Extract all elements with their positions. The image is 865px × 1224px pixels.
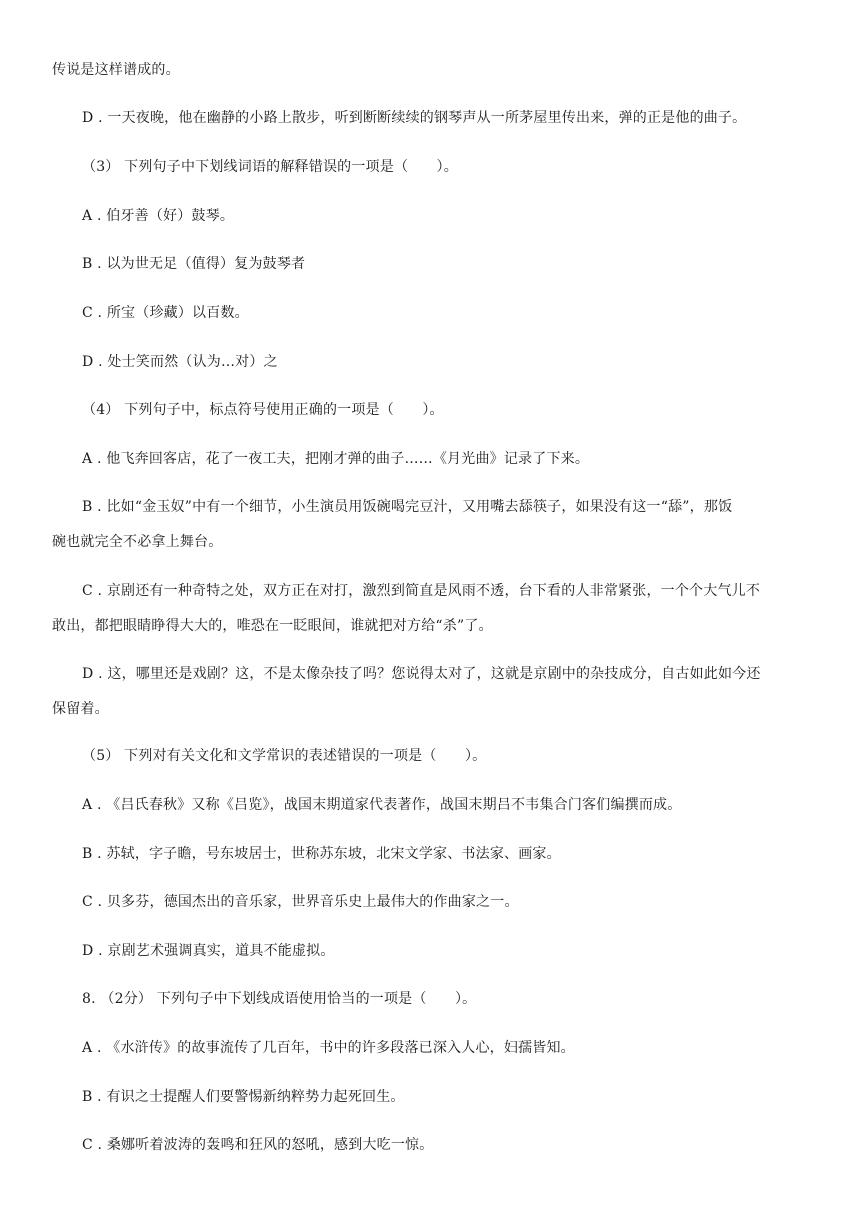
q4-option-c-line2: 敢出，都把眼睛睁得大大的，唯恐在一眨眼间，谁就把对方给“杀”了。 — [52, 618, 493, 634]
q4-option-a: A . 他飞奔回客店，花了一夜工夫，把刚才弹的曲子……《月光曲》记录了下来。 — [82, 451, 590, 467]
q8-option-b: B . 有识之士提醒人们要警惕新纳粹势力起死回生。 — [82, 1089, 405, 1105]
q3-option-a: A . 伯牙善（好）鼓琴。 — [82, 208, 235, 224]
q3-option-b: B . 以为世无足（值得）复为鼓琴者 — [82, 256, 306, 272]
question-8-prompt: 8. （2分） 下列句子中下划线成语使用恰当的一项是（ ）。 — [82, 991, 477, 1007]
q5-option-a: A . 《吕氏春秋》又称《吕览》，战国末期道家代表著作，战国末期吕不韦集合门客们编撰而成。 — [82, 797, 682, 813]
q4-option-d-line1: D . 这，哪里还是戏剧？这，不是太像杂技了吗？您说得太对了，这就是京剧中的杂技成分，自古如此如今还 — [82, 666, 761, 682]
q5-option-d: D . 京剧艺术强调真实，道具不能虚拟。 — [82, 943, 335, 959]
q5-option-b: B . 苏轼，字子瞻，号东坡居士，世称苏东坡，北宋文学家、书法家、画家。 — [82, 846, 561, 862]
q3-option-d: D . 处士笑而然（认为…对）之 — [82, 354, 278, 370]
q8-option-a: A . 《水浒传》的故事流传了几百年，书中的许多段落已深入人心，妇孺皆知。 — [82, 1040, 575, 1056]
q8-option-c: C . 桑娜听着波涛的轰鸣和狂风的怒吼，感到大吃一惊。 — [82, 1137, 434, 1153]
q4-option-b-line1: B . 比如“金玉奴”中有一个细节，小生演员用饭碗喝完豆汁，又用嘴去舔筷子，如果没有这一“舔”，那饭 — [82, 499, 733, 515]
text-line-continuation: 传说是这样谱成的。 — [52, 62, 180, 78]
question-5-prompt: （5） 下列对有关文化和文学常识的表述错误的一项是（ ）。 — [82, 748, 487, 764]
option-d-line: D . 一天夜晚，他在幽静的小路上散步，听到断断续续的钢琴声从一所茅屋里传出来，弹的正是他的曲子。 — [82, 110, 747, 126]
q4-option-b-line2: 碗也就完全不必拿上舞台。 — [52, 534, 223, 550]
q3-option-c: C . 所宝（珍藏）以百数。 — [82, 305, 249, 321]
question-3-prompt: （3） 下列句子中下划线词语的解释错误的一项是（ ）。 — [82, 159, 458, 175]
question-4-prompt: （4） 下列句子中，标点符号使用正确的一项是（ ）。 — [82, 402, 444, 418]
q5-option-c: C . 贝多芬，德国杰出的音乐家，世界音乐史上最伟大的作曲家之一。 — [82, 894, 519, 910]
q4-option-d-line2: 保留着。 — [52, 701, 109, 717]
q4-option-c-line1: C . 京剧还有一种奇特之处，双方正在对打，激烈到简直是风雨不透，台下看的人非常紧张，一个个大气儿不 — [82, 583, 761, 599]
